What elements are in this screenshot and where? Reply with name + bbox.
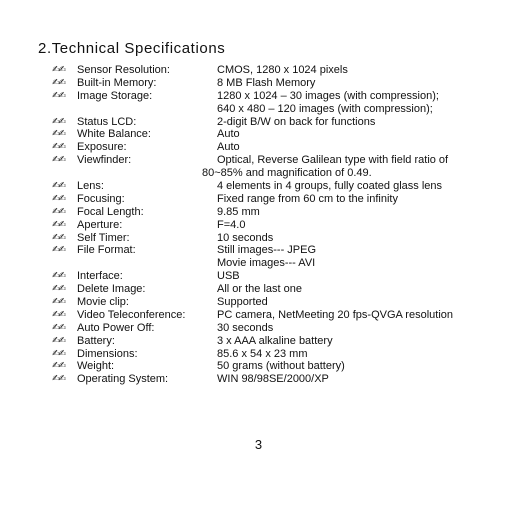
writing-hand-icon: ✍✍ [52,155,66,166]
spec-label: Viewfinder: [77,154,132,167]
writing-hand-icon: ✍✍ [52,90,66,101]
writing-hand-icon: ✍✍ [52,297,66,308]
spec-value: WIN 98/98SE/2000/XP [217,373,329,386]
writing-hand-icon: ✍✍ [52,361,66,372]
spec-row-self-timer [52,232,512,245]
spec-row-interface [52,270,512,283]
writing-hand-icon: ✍✍ [52,245,66,256]
spec-label: Sensor Resolution: [77,64,170,76]
writing-hand-icon: ✍✍ [52,129,66,140]
spec-value: 30 seconds [217,321,274,334]
spec-label: Focusing: [77,192,125,205]
spec-value: 3 x AAA alkaline battery [217,334,333,347]
spec-value-continuation: 80~85% and magnification of 0.49. [202,167,372,180]
spec-value: 9.85 mm [217,205,260,218]
writing-hand-icon: ✍✍ [52,271,66,282]
spec-row-exposure [52,141,512,154]
spec-value: 2-digit B/W on back for functions [217,115,376,128]
spec-value: 50 grams (without battery) [217,360,345,373]
spec-value: 1280 x 1024 – 30 images (with compression); [217,89,439,102]
spec-row-file-format [52,244,512,270]
spec-label: Battery: [77,334,115,347]
spec-row-built-in-memory [52,77,512,90]
page-number: 3 [254,437,263,452]
spec-row-focal-length [52,206,512,219]
spec-row-video-teleconference [52,309,512,322]
spec-label: Auto Power Off: [77,321,155,334]
writing-hand-icon: ✍✍ [52,142,66,153]
writing-hand-icon: ✍✍ [52,348,66,359]
spec-row-focusing [52,193,512,206]
spec-value: Auto [217,128,240,141]
writing-hand-icon: ✍✍ [52,232,66,243]
writing-hand-icon: ✍✍ [52,284,66,295]
spec-label: Image Storage: [77,89,153,102]
spec-label: Status LCD: [77,115,137,128]
spec-value: Fixed range from 60 cm to the infinity [217,192,398,205]
spec-value: 85.6 x 54 x 23 mm [217,347,308,360]
spec-value-continuation: 640 x 480 – 120 images (with compression); [217,102,433,115]
spec-label: Lens: [77,180,104,193]
spec-row-delete-image [52,283,512,296]
writing-hand-icon: ✍✍ [52,193,66,204]
spec-row-viewfinder [52,154,512,180]
spec-row-image-storage [52,90,512,116]
spec-row-lens [52,180,512,193]
writing-hand-icon: ✍✍ [52,219,66,230]
spec-row-status-lcd [52,116,512,129]
spec-value: CMOS, 1280 x 1024 pixels [217,64,348,76]
spec-value-continuation: Movie images--- AVI [217,257,316,270]
spec-row-weight [52,360,512,373]
spec-label: Movie clip: [77,296,129,309]
writing-hand-icon: ✍✍ [52,65,66,75]
spec-label: Focal Length: [77,205,144,218]
spec-row-battery [52,335,512,348]
writing-hand-icon: ✍✍ [52,116,66,127]
writing-hand-icon: ✍✍ [52,206,66,217]
spec-label: White Balance: [77,128,151,141]
spec-value: F=4.0 [217,218,246,231]
spec-label: File Format: [77,244,136,257]
writing-hand-icon: ✍✍ [52,309,66,320]
section-title: 2.Technical Specifications [38,40,226,57]
spec-row-dimensions [52,348,512,361]
spec-row-sensor-resolution [52,64,512,77]
spec-value: 10 seconds [217,231,274,244]
spec-label: Video Teleconference: [77,308,186,321]
spec-value: 4 elements in 4 groups, fully coated glass lens [217,180,443,193]
spec-value: Auto [217,141,240,154]
spec-label: Aperture: [77,218,123,231]
spec-value: USB [217,270,240,283]
spec-value: 8 MB Flash Memory [217,76,316,89]
spec-value: All or the last one [217,283,302,296]
spec-value: PC camera, NetMeeting 20 fps-QVGA resolution [217,308,453,321]
writing-hand-icon: ✍✍ [52,77,66,88]
spec-label: Dimensions: [77,347,138,360]
spec-label: Delete Image: [77,283,146,296]
spec-row-movie-clip [52,296,512,309]
spec-label: Self Timer: [77,231,130,244]
spec-label: Exposure: [77,141,127,154]
spec-row-white-balance [52,128,512,141]
writing-hand-icon: ✍✍ [52,322,66,333]
spec-value: Optical, Reverse Galilean type with field ratio of [217,154,449,167]
spec-label: Operating System: [77,373,169,386]
spec-list [52,64,512,386]
spec-value: Supported [217,296,268,309]
spec-row-operating-system [52,373,512,386]
writing-hand-icon: ✍✍ [52,181,66,192]
spec-label: Built-in Memory: [77,76,157,89]
writing-hand-icon: ✍✍ [52,374,66,385]
spec-value: Still images--- JPEG [217,244,317,257]
spec-label: Interface: [77,270,123,283]
spec-row-aperture [52,219,512,232]
writing-hand-icon: ✍✍ [52,335,66,346]
spec-label: Weight: [77,360,115,373]
spec-row-auto-power-off [52,322,512,335]
